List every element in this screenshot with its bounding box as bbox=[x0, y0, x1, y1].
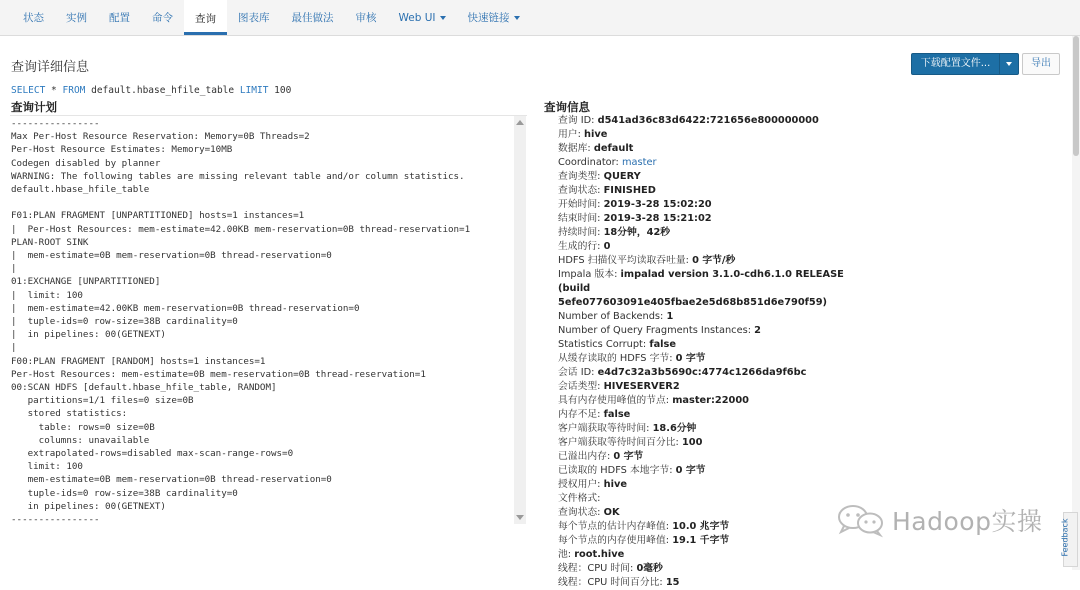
sql-keyword: FROM bbox=[62, 85, 86, 96]
query-info-label: 结束时间: bbox=[558, 213, 604, 224]
tab-best-practices[interactable]: 最佳做法 bbox=[291, 12, 334, 24]
page-scrollbar-thumb[interactable] bbox=[1073, 36, 1079, 156]
caret-down-icon bbox=[1006, 62, 1012, 66]
query-info-label: 每个节点的估计内存峰值: bbox=[558, 521, 673, 532]
query-info-row bbox=[558, 240, 858, 254]
query-info-row bbox=[558, 184, 858, 198]
query-info-row bbox=[558, 548, 858, 562]
caret-down-icon bbox=[440, 16, 446, 20]
query-info-label: 用户: bbox=[558, 129, 585, 140]
sql-keyword: SELECT bbox=[11, 85, 46, 96]
query-info-row bbox=[558, 170, 858, 184]
query-info-row bbox=[558, 576, 858, 590]
query-info-label: 从缓存读取的 HDFS 字节: bbox=[558, 353, 676, 364]
query-info-row bbox=[558, 114, 858, 128]
query-info-row bbox=[558, 128, 858, 142]
query-info-label: 线程：CPU 时间百分比: bbox=[558, 577, 666, 588]
query-info-label: 授权用户: bbox=[558, 479, 604, 490]
query-info-row bbox=[558, 198, 858, 212]
query-info-row bbox=[558, 464, 858, 478]
query-info-label: 已读取的 HDFS 本地字节: bbox=[558, 465, 676, 476]
query-info-value: FINISHED bbox=[603, 185, 656, 196]
query-info-value: 0 bbox=[603, 241, 611, 252]
query-info-label: 生成的行: bbox=[558, 241, 604, 252]
query-info-value: OK bbox=[603, 507, 620, 518]
query-info-label: 已溢出内存: bbox=[558, 451, 614, 462]
query-info-value: root.hive bbox=[574, 549, 625, 560]
query-plan-scrollbar[interactable] bbox=[514, 116, 526, 524]
query-info-row bbox=[558, 450, 858, 464]
tab-audit[interactable]: 审核 bbox=[355, 12, 377, 24]
watermark bbox=[836, 502, 1042, 538]
query-info-value: master:22000 bbox=[672, 395, 749, 406]
query-info-row bbox=[558, 492, 858, 506]
query-info-label: 客户端获取等待时间: bbox=[558, 423, 653, 434]
tab-commands[interactable]: 命令 bbox=[152, 12, 173, 24]
query-plan-panel[interactable] bbox=[10, 115, 527, 525]
query-info-value: HIVESERVER2 bbox=[603, 381, 680, 392]
query-info-heading: 查询信息 bbox=[544, 100, 590, 114]
sql-text: 100 bbox=[268, 85, 292, 96]
query-info-row bbox=[558, 310, 858, 324]
query-info-label: 查询状态: bbox=[558, 185, 604, 196]
query-info-value: default bbox=[593, 143, 634, 154]
feedback-label: Feedback bbox=[1060, 518, 1070, 557]
query-info-row bbox=[558, 506, 858, 520]
query-info-label: 内存不足: bbox=[558, 409, 604, 420]
query-info-row bbox=[558, 422, 858, 436]
query-info-row bbox=[558, 226, 858, 240]
page-title: 查询详细信息 bbox=[11, 60, 90, 75]
query-info-value: 19.1 千字节 bbox=[672, 535, 730, 546]
query-info-label: 查询状态: bbox=[558, 507, 604, 518]
query-info-row bbox=[558, 324, 858, 338]
query-info-row bbox=[558, 352, 858, 366]
download-options-toggle[interactable] bbox=[1000, 54, 1018, 74]
query-info-label: HDFS 扫描仪平均读取吞吐量: bbox=[558, 255, 693, 266]
tab-queries[interactable]: 查询 bbox=[184, 0, 227, 35]
query-info-row bbox=[558, 408, 858, 422]
feedback-tab[interactable] bbox=[1060, 512, 1078, 567]
query-info-value: 18.6分钟 bbox=[652, 423, 697, 434]
query-info-row bbox=[558, 394, 858, 408]
query-info-row bbox=[558, 534, 858, 548]
query-info-row bbox=[558, 520, 858, 534]
download-profile-button[interactable]: 下载配置文件... bbox=[912, 54, 1000, 74]
query-info-list bbox=[558, 114, 858, 590]
query-info-value: QUERY bbox=[603, 171, 641, 182]
query-plan-heading: 查询计划 bbox=[11, 100, 57, 114]
query-info-row bbox=[558, 268, 848, 310]
query-info-label: Number of Query Fragments Instances: bbox=[558, 325, 755, 336]
scroll-up-icon[interactable] bbox=[516, 120, 524, 125]
query-info-value: 2019-3-28 15:21:02 bbox=[603, 213, 712, 224]
query-info-row bbox=[558, 212, 858, 226]
top-nav bbox=[0, 0, 1080, 36]
watermark-text: Hadoop实操 bbox=[892, 507, 1043, 536]
query-info-value: 1 bbox=[666, 311, 674, 322]
query-info-row bbox=[558, 380, 858, 394]
query-plan-text: ---------------- Max Per-Host Resource Reservation: Memory=0B Threads=2 Per-Host Resource Estimates: Memory=10MB Codegen disabled by planner WARNING: The following tables are missing relevant table and/or column statistics. default.hbase_hfile_table F01:PLAN FRAGMENT [UNPARTITIONED] hosts=1 instances=1 | Per-Host Resources: mem-estimate=42.00KB mem-reservation=0B thread-reservation=1 PLAN-ROOT SINK | mem-estimate=0B mem-reservation=0B thread-reservation=0 | 01:EXCHANGE [UNPARTITIONED] | limit: 100 | mem-estimate=42.00KB mem-reservation=0B thread-reservation=0 | tuple-ids=0 row-size=38B cardinality=0 | in pipelines: 00(GETNEXT) | F00:PLAN FRAGMENT [RANDOM] hosts=1 instances=1 Per-Host Resources: mem-estimate=0B mem-reservation=0B thread-reservation=1 00:SCAN HDFS [default.hbase_hfile_table, RANDOM] partitions=1/1 files=0 size=0B stored statistics: table: rows=0 size=0B columns: unavailable extrapolated-rows=disabled max-scan-range-rows=0 limit: 100 mem-estimate=0B mem-reservation=0B thread-reservation=0 tuple-ids=0 row-size=38B cardinality=0 in pipelines: 00(GETNEXT) ---------------- bbox=[11, 118, 471, 526]
tab-status[interactable]: 状态 bbox=[23, 12, 44, 24]
query-info-label: 开始时间: bbox=[558, 199, 604, 210]
query-info-label: Coordinator: bbox=[558, 157, 622, 168]
query-info-value: 100 bbox=[681, 437, 703, 448]
tab-web-ui-label: Web UI bbox=[398, 12, 436, 24]
sql-text: default.hbase_hfile_table bbox=[85, 85, 240, 96]
query-info-label: 查询类型: bbox=[558, 171, 604, 182]
query-info-value: 18分钟，42秒 bbox=[603, 227, 671, 238]
query-info-value: 0毫秒 bbox=[636, 563, 663, 574]
query-info-row bbox=[558, 562, 858, 576]
query-info-row bbox=[558, 338, 858, 352]
coordinator-link[interactable]: master bbox=[621, 157, 657, 168]
query-info-value: e4d7c32a3b5690c:4774c1266da9f6bc bbox=[597, 367, 807, 378]
query-info-label: 持续时间: bbox=[558, 227, 604, 238]
query-info-value: impalad version 3.1.0-cdh6.1.0 RELEASE (build 5efe077603091e405fbae2e5d68b851d6e790f59) bbox=[558, 269, 844, 308]
download-profile-button-group bbox=[911, 53, 1019, 75]
query-info-label: 文件格式: bbox=[558, 493, 601, 504]
query-info-value: 0 字节/秒 bbox=[692, 255, 736, 266]
query-info-value: 0 字节 bbox=[675, 353, 706, 364]
query-info-value: false bbox=[603, 409, 631, 420]
query-info-row bbox=[558, 142, 858, 156]
query-info-row bbox=[558, 436, 858, 450]
query-statement bbox=[11, 85, 291, 96]
query-info-label: Statistics Corrupt: bbox=[558, 339, 650, 350]
query-info-row bbox=[558, 156, 858, 170]
wechat-icon bbox=[836, 504, 886, 536]
sql-text: * bbox=[45, 85, 63, 96]
scroll-down-icon[interactable] bbox=[516, 515, 524, 520]
query-info-label: 池: bbox=[558, 549, 575, 560]
query-info-label: 会话 ID: bbox=[558, 367, 598, 378]
query-info-value: 10.0 兆字节 bbox=[672, 521, 730, 532]
query-info-value: 0 字节 bbox=[675, 465, 706, 476]
query-info-row bbox=[558, 366, 858, 380]
sql-keyword: LIMIT bbox=[239, 85, 269, 96]
tab-chart-library[interactable]: 图表库 bbox=[238, 12, 270, 24]
tab-instances[interactable]: 实例 bbox=[66, 12, 87, 24]
query-info-value: 2019-3-28 15:02:20 bbox=[603, 199, 712, 210]
query-info-label: 具有内存使用峰值的节点: bbox=[558, 395, 673, 406]
query-info-value: 2 bbox=[754, 325, 761, 336]
query-info-value: hive bbox=[603, 479, 627, 490]
query-info-label: Impala 版本: bbox=[558, 269, 621, 280]
query-info-row bbox=[558, 254, 858, 268]
query-info-label: 客户端获取等待时间百分比: bbox=[558, 437, 682, 448]
query-info-value: 15 bbox=[665, 577, 680, 588]
tab-configuration[interactable]: 配置 bbox=[109, 12, 130, 24]
tab-quick-links-label: 快速链接 bbox=[467, 12, 510, 24]
query-info-label: 线程：CPU 时间: bbox=[558, 563, 637, 574]
page-scrollbar[interactable] bbox=[1072, 36, 1080, 570]
query-info-value: d541ad36c83d6422:721656e800000000 bbox=[597, 115, 819, 126]
query-info-label: Number of Backends: bbox=[558, 311, 667, 322]
query-info-label: 会话类型: bbox=[558, 381, 604, 392]
query-info-value: hive bbox=[584, 129, 608, 140]
query-info-value: false bbox=[649, 339, 677, 350]
caret-down-icon bbox=[514, 16, 520, 20]
tab-web-ui[interactable] bbox=[388, 0, 457, 35]
query-info-row bbox=[558, 478, 858, 492]
query-info-value: 0 字节 bbox=[613, 451, 644, 462]
query-info-label: 数据库: bbox=[558, 143, 594, 154]
export-button[interactable]: 导出 bbox=[1022, 53, 1060, 75]
tab-quick-links[interactable] bbox=[457, 0, 531, 35]
query-info-label: 每个节点的内存使用峰值: bbox=[558, 535, 673, 546]
query-info-label: 查询 ID: bbox=[558, 115, 598, 126]
